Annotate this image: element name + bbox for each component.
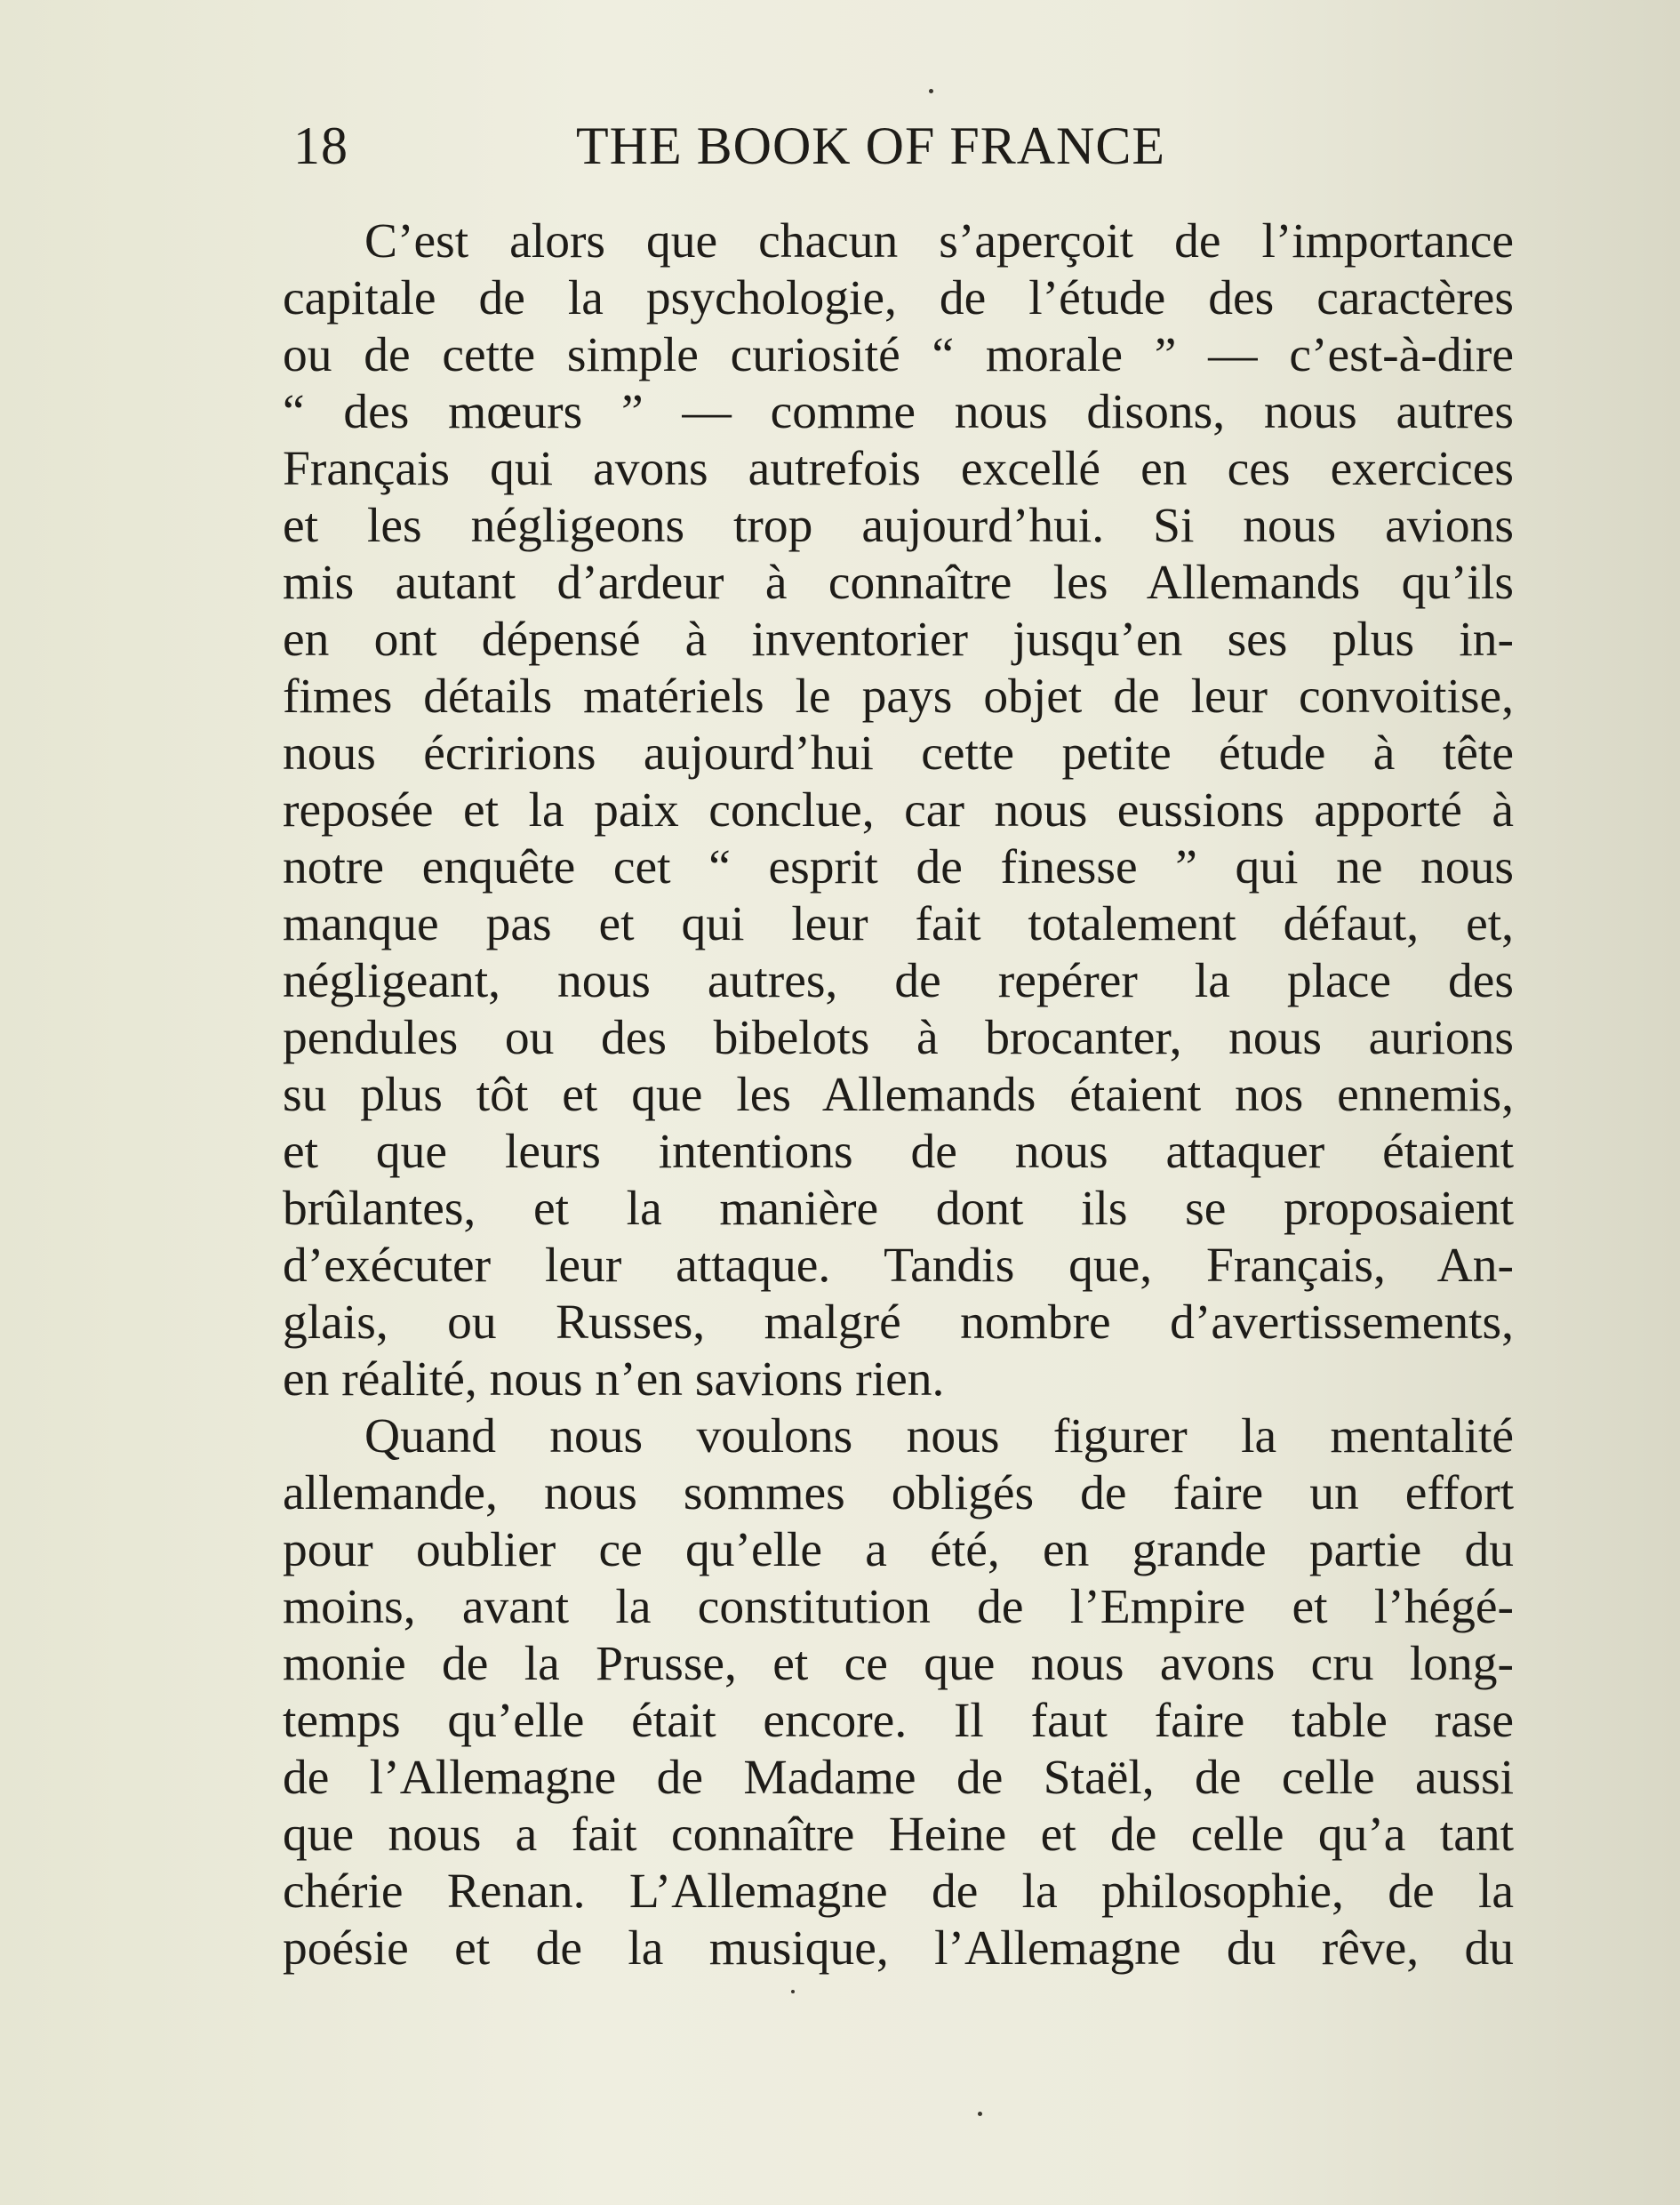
text-line: moins, avant la constitution de l’Empire et l’hégé- xyxy=(283,1580,1514,1634)
text-line: allemande, nous sommes obligés de faire un effort xyxy=(283,1466,1514,1520)
text-line: notre enquête cet “ esprit de finesse ” qui ne nous xyxy=(283,840,1514,894)
text-line: d’exécuter leur attaque. Tandis que, Français, An- xyxy=(283,1239,1514,1293)
running-title: THE BOOK OF FRANCE xyxy=(576,116,1166,175)
text-line: pour oublier ce qu’elle a été, en grande partie du xyxy=(283,1523,1514,1577)
text-line: poésie et de la musique, l’Allemagne du rêve, du xyxy=(283,1921,1514,1976)
text-line: et que leurs intentions de nous attaquer étaient xyxy=(283,1125,1514,1179)
text-line: mis autant d’ardeur à connaître les Allemands qu’ils xyxy=(283,556,1514,610)
text-line: négligeant, nous autres, de repérer la place des xyxy=(283,954,1514,1008)
text-line: nous écririons aujourd’hui cette petite étude à tête xyxy=(283,726,1514,781)
text-line: en réalité, nous n’en savions rien. xyxy=(283,1352,945,1407)
text-line: brûlantes, et la manière dont ils se proposaient xyxy=(283,1182,1514,1236)
text-line: Français qui avons autrefois excellé en ces exercices xyxy=(283,442,1514,496)
text-line: monie de la Prusse, et ce que nous avons cru long- xyxy=(283,1637,1514,1691)
text-line: reposée et la paix conclue, car nous eussions apporté à xyxy=(283,783,1514,838)
page-number: 18 xyxy=(293,116,348,175)
text-line: en ont dépensé à inventorier jusqu’en ses plus in- xyxy=(283,613,1514,667)
text-line: fimes détails matériels le pays objet de leur convoitise, xyxy=(283,670,1514,724)
text-line: manque pas et qui leur fait totalement défaut, et, xyxy=(283,897,1514,951)
paper-speck xyxy=(791,1990,795,1993)
text-line: pendules ou des bibelots à brocanter, nous aurions xyxy=(283,1011,1514,1065)
text-line: su plus tôt et que les Allemands étaient nos ennemis, xyxy=(283,1068,1514,1122)
text-line: C’est alors que chacun s’aperçoit de l’importance xyxy=(364,214,1514,269)
text-line: de l’Allemagne de Madame de Staël, de celle aussi xyxy=(283,1751,1514,1805)
paper-speck xyxy=(978,2112,982,2116)
text-line: temps qu’elle était encore. Il faut faire table rase xyxy=(283,1694,1514,1748)
body-text xyxy=(283,213,1514,1977)
text-line: ou de cette simple curiosité “ morale ” — c’est-à-dire xyxy=(283,328,1514,382)
text-line: capitale de la psychologie, de l’étude des caractères xyxy=(283,271,1514,325)
text-line: glais, ou Russes, malgré nombre d’avertissements, xyxy=(283,1295,1514,1350)
text-line: chérie Renan. L’Allemagne de la philosophie, de la xyxy=(283,1864,1514,1919)
text-line: “ des mœurs ” — comme nous disons, nous autres xyxy=(283,385,1514,439)
text-line: que nous a fait connaître Heine et de celle qu’a tant xyxy=(283,1808,1514,1862)
text-line: Quand nous voulons nous figurer la mentalité xyxy=(364,1409,1514,1463)
paper-speck xyxy=(929,89,933,93)
text-line: et les négligeons trop aujourd’hui. Si nous avions xyxy=(283,499,1514,553)
